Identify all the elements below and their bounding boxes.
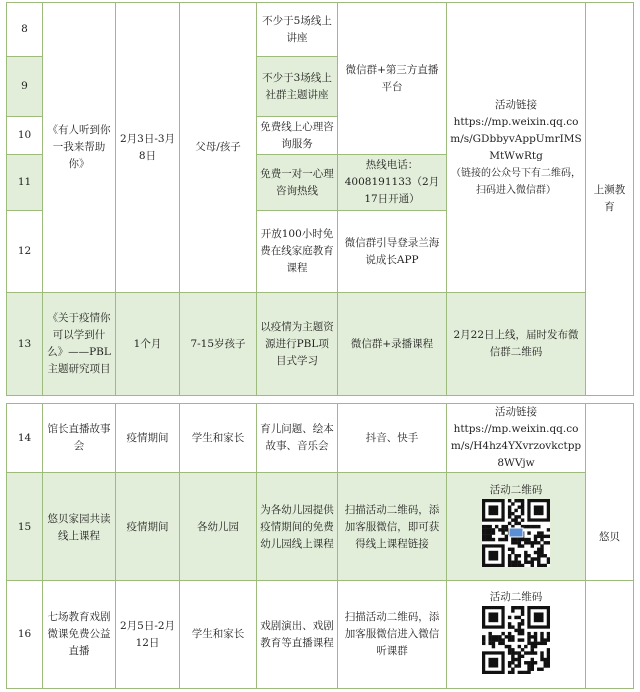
activity-format: 免费一对一心理咨询热线 (257, 155, 338, 211)
organization: 上濒教育 (586, 3, 634, 396)
qr-code-icon[interactable] (482, 606, 550, 674)
qr-cell (447, 581, 586, 689)
row-number: 8 (7, 3, 43, 57)
qr-label: 活动二维码 (489, 484, 543, 496)
access-info (447, 404, 586, 473)
activity-name: 七场教育戏剧微课免费公益直播 (43, 581, 116, 689)
activity-audience: 学生和家长 (180, 404, 257, 473)
activity-table-block-3 (6, 580, 634, 689)
access-label: 活动链接 (495, 98, 537, 111)
row-number: 15 (7, 473, 43, 583)
row-number: 14 (7, 404, 43, 473)
access-info (447, 3, 586, 293)
row-number: 12 (7, 211, 43, 293)
activity-name: 《有人听到你一我来帮助你》 (43, 3, 116, 293)
activity-name: 馆长直播故事会 (43, 404, 116, 473)
access-link[interactable]: https://mp.weixin.qq.com/s/GDbbyvAppUmrIMSMtWwRtg (450, 115, 582, 162)
activity-format: 为各幼儿园提供疫情期间的免费幼儿园线上课程 (257, 473, 338, 583)
activity-format: 育儿问题、绘本故事、音乐会 (257, 404, 338, 473)
row-number: 10 (7, 117, 43, 155)
activity-channel: 微信群+录播课程 (338, 293, 447, 396)
activity-channel: 扫描活动二维码，添加客服微信进入微信听课群 (338, 581, 447, 689)
row-number: 16 (7, 581, 43, 689)
activity-channel: 微信群+第三方直播平台 (338, 3, 447, 155)
activity-audience: 各幼儿园 (180, 473, 257, 583)
row-number: 11 (7, 155, 43, 211)
activity-time: 1个月 (116, 293, 180, 396)
access-info: 2月22日上线，届时发布微信群二维码 (447, 293, 586, 396)
row-number: 13 (7, 293, 43, 396)
activity-channel: 扫描活动二维码，添加客服微信，即可获得线上课程链接 (338, 473, 447, 583)
activity-time: 2月5日-2月12日 (116, 581, 180, 689)
activity-name: 悠贝家园共读线上课程 (43, 473, 116, 583)
activity-channel: 微信群引导登录兰海说成长APP (338, 211, 447, 293)
access-label: 活动链接 (495, 406, 537, 418)
activity-audience: 学生和家长 (180, 581, 257, 689)
activity-format: 开放100小时免费在线家庭教育课程 (257, 211, 338, 293)
activity-format: 不少于3场线上社群主题讲座 (257, 57, 338, 117)
qr-cell (447, 473, 586, 583)
activity-format: 不少于5场线上讲座 (257, 3, 338, 57)
qr-label: 活动二维码 (489, 591, 543, 603)
activity-audience: 父母/孩子 (180, 3, 257, 293)
activity-time: 疫情期间 (116, 404, 180, 473)
organization-empty (586, 581, 634, 689)
access-note: （链接的公众号下有二维码，扫码进入微信群） (451, 167, 581, 196)
activity-format: 免费线上心理咨询服务 (257, 117, 338, 155)
access-link[interactable]: https://mp.weixin.qq.com/s/H4hz4YXvrzovkctpp8WVjw (450, 423, 582, 469)
activity-time: 2月3日-3月8日 (116, 3, 180, 293)
activity-audience: 7-15岁孩子 (180, 293, 257, 396)
activity-format: 戏剧演出、戏剧教育等直播课程 (257, 581, 338, 689)
row-number: 9 (7, 57, 43, 117)
activity-channel: 抖音、快手 (338, 404, 447, 473)
activity-name: 《关于疫情你可以学到什么》——PBL主题研究项目 (43, 293, 116, 396)
activity-format: 以疫情为主题资源进行PBL项目式学习 (257, 293, 338, 396)
qr-code-icon[interactable] (482, 499, 550, 567)
activity-table-block-2 (6, 403, 634, 583)
activity-time: 疫情期间 (116, 473, 180, 583)
activity-table-block-1 (6, 2, 634, 396)
activity-channel: 热线电话：4008191133（2月17日开通） (338, 155, 447, 211)
organization: 悠贝 (586, 404, 634, 583)
